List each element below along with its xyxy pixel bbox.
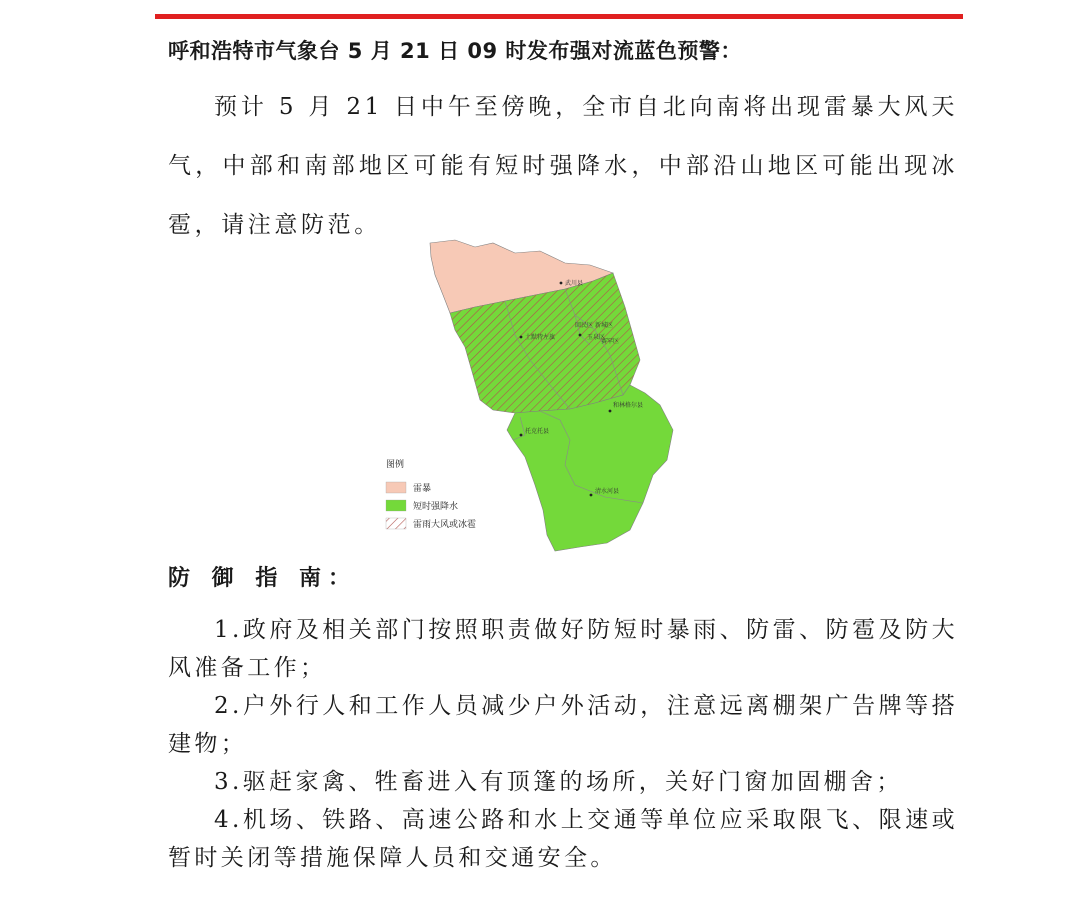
guide-heading: 防 御 指 南： [168,566,357,591]
map-label-qingshuihe: 清水河县 [595,488,620,495]
map-label-saihan: 赛罕区 [601,338,620,345]
map-label-huimin: 回民区 [575,322,594,329]
legend-label-hatch: 雷雨大风或冰雹 [413,520,477,530]
map-label-xincheng: 新城区 [595,322,614,329]
map-label-helinger: 和林格尔县 [613,402,644,409]
guide-item: 4.机场、铁路、高速公路和水上交通等单位应采取限飞、限速或暂时关闭等措施保障人员和交通安全。 [168,807,958,871]
map-dot-wuchuan [560,282,563,285]
legend-swatch-hatch [386,518,406,529]
map-dot-tumote [520,336,523,339]
legend-label-thunderstorm: 雷暴 [413,484,432,494]
guide-item: 3.驱赶家禽、牲畜进入有顶篷的场所，关好门窗加固棚舍； [214,769,903,795]
map-dot-qingshuihe [590,494,593,497]
guide-item: 1.政府及相关部门按照职责做好防短时暴雨、防雷、防雹及防大风准备工作； [168,617,958,681]
header-rule [155,14,963,19]
guide-item: 2.户外行人和工作人员减少户外活动，注意远离棚架广告牌等搭建物； [168,693,958,757]
map-dot-city [579,334,582,337]
legend-swatch-thunderstorm [386,482,406,493]
warning-map [375,235,685,555]
legend-swatch-heavy-rain [386,500,406,511]
map-legend-title: 图例 [386,460,405,470]
guide-list [168,611,958,877]
warning-title: 呼和浩特市气象台 5 月 21 日 09 时发布强对流蓝色预警： [168,39,742,63]
map-label-tumote: 土默特左旗 [525,334,556,341]
map-label-wuchuan: 武川县 [565,280,584,287]
legend-label-heavy-rain: 短时强降水 [413,502,459,512]
map-dot-tuoketuo [520,434,523,437]
map-label-tuoketuo: 托克托县 [525,428,550,435]
warning-map-svg [375,235,685,555]
map-label-yuquan: 玉泉区 [587,334,606,341]
map-dot-helinger [609,410,612,413]
warning-intro: 预计 5 月 21 日中午至傍晚，全市自北向南将出现雷暴大风天气，中部和南部地区可能有短时强降水，中部沿山地区可能出现冰雹，请注意防范。 [168,94,958,238]
